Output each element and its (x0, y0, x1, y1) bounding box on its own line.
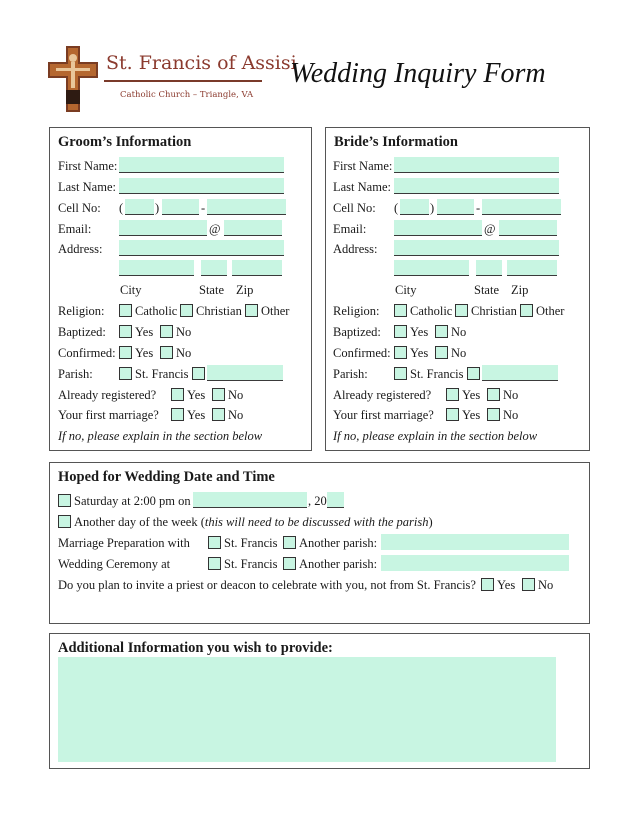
saturday-date-field[interactable] (193, 492, 307, 508)
prep-stfrancis-label: St. Francis (224, 536, 278, 550)
cell-label: Cell No: (333, 201, 376, 215)
first-name-label: First Name: (333, 159, 393, 173)
groom-phone-line-field[interactable] (207, 199, 286, 215)
groom-baptized-no-checkbox[interactable] (160, 325, 173, 338)
groom-panel (49, 127, 312, 451)
registered-yes-label: Yes (187, 388, 206, 402)
bride-first-name-field[interactable] (394, 157, 559, 173)
invite-no-checkbox[interactable] (522, 578, 535, 591)
state-caption: State (474, 283, 499, 297)
groom-other-checkbox[interactable] (245, 304, 258, 317)
groom-first-marriage-no-checkbox[interactable] (212, 408, 225, 421)
christian-label: Christian (471, 304, 517, 318)
first-marriage-label: Your first marriage? (333, 408, 434, 422)
parish-stfrancis-label: St. Francis (135, 367, 189, 381)
baptized-label: Baptized: (333, 325, 381, 339)
bride-parish-other-checkbox[interactable] (467, 367, 480, 380)
registered-no-label: No (503, 388, 519, 402)
confirmed-label: Confirmed: (333, 346, 391, 360)
first-marriage-yes-label: Yes (187, 408, 206, 422)
other-label: Other (261, 304, 290, 318)
phone-dash: - (201, 201, 206, 215)
invite-no-label: No (538, 578, 554, 592)
groom-state-field[interactable] (201, 260, 227, 276)
ceremony-stfrancis-label: St. Francis (224, 557, 278, 571)
bride-parish-stfrancis-checkbox[interactable] (394, 367, 407, 380)
email-label: Email: (333, 222, 367, 236)
first-marriage-no-label: No (228, 408, 244, 422)
prep-another-parish-field[interactable] (381, 534, 569, 550)
paren-close: ) (430, 201, 435, 215)
additional-info-textarea[interactable] (58, 657, 556, 762)
parish-logo (48, 46, 297, 116)
bride-zip-field[interactable] (507, 260, 557, 276)
groom-panel-title: Groom’s Information (58, 134, 192, 150)
groom-area-code-field[interactable] (125, 199, 154, 215)
groom-confirmed-no-checkbox[interactable] (160, 346, 173, 359)
prep-stfrancis-checkbox[interactable] (208, 536, 221, 549)
last-name-label: Last Name: (58, 180, 116, 194)
bride-parish-other-field[interactable] (482, 365, 558, 381)
groom-catholic-checkbox[interactable] (119, 304, 132, 317)
registered-no-label: No (228, 388, 244, 402)
parish-stfrancis-label: St. Francis (410, 367, 464, 381)
first-name-label: First Name: (58, 159, 118, 173)
groom-registered-no-checkbox[interactable] (212, 388, 225, 401)
another-day-note: this will need to be discussed with the parish (204, 515, 429, 529)
religion-label: Religion: (333, 304, 380, 318)
groom-parish-other-field[interactable] (207, 365, 283, 381)
baptized-yes-label: Yes (410, 325, 429, 339)
christian-label: Christian (196, 304, 242, 318)
catholic-label: Catholic (410, 304, 453, 318)
already-registered-label: Already registered? (333, 388, 432, 402)
explain-note: If no, please explain in the section below (333, 429, 538, 443)
wedding-panel-title: Hoped for Wedding Date and Time (58, 469, 275, 485)
groom-baptized-yes-checkbox[interactable] (119, 325, 132, 338)
first-marriage-no-label: No (503, 408, 519, 422)
groom-first-name-field[interactable] (119, 157, 284, 173)
wedding-date-panel (49, 462, 590, 624)
ceremony-another-parish-label: Another parish: (299, 557, 378, 571)
baptized-yes-label: Yes (135, 325, 154, 339)
baptized-label: Baptized: (58, 325, 106, 339)
prep-another-parish-label: Another parish: (299, 536, 378, 550)
another-day-checkbox[interactable] (58, 515, 71, 528)
year-suffix-field[interactable] (327, 492, 344, 508)
marriage-prep-label: Marriage Preparation with (58, 536, 190, 550)
confirmed-no-label: No (451, 346, 467, 360)
groom-first-marriage-yes-checkbox[interactable] (171, 408, 184, 421)
another-day-label (74, 515, 433, 529)
parish-name: St. Francis of Assisi (106, 52, 297, 74)
prep-another-parish-checkbox[interactable] (283, 536, 296, 549)
parish-label: Parish: (333, 367, 368, 381)
bride-first-marriage-no-checkbox[interactable] (487, 408, 500, 421)
paren-open: ( (394, 201, 399, 215)
ceremony-stfrancis-checkbox[interactable] (208, 557, 221, 570)
bride-baptized-no-checkbox[interactable] (435, 325, 448, 338)
already-registered-label: Already registered? (58, 388, 157, 402)
groom-phone-prefix-field[interactable] (162, 199, 199, 215)
groom-christian-checkbox[interactable] (180, 304, 193, 317)
bride-registered-no-checkbox[interactable] (487, 388, 500, 401)
bride-panel (325, 127, 590, 451)
bride-baptized-yes-checkbox[interactable] (394, 325, 407, 338)
paren-open: ( (119, 201, 124, 215)
bride-phone-prefix-field[interactable] (437, 199, 474, 215)
bride-panel-title: Bride’s Information (334, 134, 458, 150)
bride-city-field[interactable] (394, 260, 469, 276)
logo-rule (104, 80, 262, 82)
bride-last-name-field[interactable] (394, 178, 559, 194)
confirmed-no-label: No (176, 346, 192, 360)
groom-registered-yes-checkbox[interactable] (171, 388, 184, 401)
bride-confirmed-yes-checkbox[interactable] (394, 346, 407, 359)
groom-zip-field[interactable] (232, 260, 282, 276)
baptized-no-label: No (451, 325, 467, 339)
bride-catholic-checkbox[interactable] (394, 304, 407, 317)
groom-email-user-field[interactable] (119, 220, 207, 236)
religion-label: Religion: (58, 304, 105, 318)
paren-close: ) (155, 201, 160, 215)
groom-confirmed-yes-checkbox[interactable] (119, 346, 132, 359)
first-marriage-label: Your first marriage? (58, 408, 159, 422)
state-caption: State (199, 283, 224, 297)
confirmed-label: Confirmed: (58, 346, 116, 360)
groom-street-field[interactable] (119, 240, 284, 256)
bride-email-user-field[interactable] (394, 220, 482, 236)
bride-street-field[interactable] (394, 240, 559, 256)
groom-parish-stfrancis-checkbox[interactable] (119, 367, 132, 380)
bride-state-field[interactable] (476, 260, 502, 276)
invite-yes-checkbox[interactable] (481, 578, 494, 591)
invite-question: Do you plan to invite a priest or deacon to celebrate with you, not from St. Francis? (58, 578, 476, 592)
zip-caption: Zip (236, 283, 254, 297)
additional-panel-title: Additional Information you wish to provide: (58, 640, 333, 656)
year-prefix: , 20 (308, 494, 327, 508)
groom-last-name-field[interactable] (119, 178, 284, 194)
groom-email-domain-field[interactable] (224, 220, 282, 236)
first-marriage-yes-label: Yes (462, 408, 481, 422)
cell-label: Cell No: (58, 201, 101, 215)
city-caption: City (120, 283, 142, 297)
bride-area-code-field[interactable] (400, 199, 429, 215)
catholic-label: Catholic (135, 304, 178, 318)
parish-subtitle: Catholic Church – Triangle, VA (120, 90, 254, 100)
email-label: Email: (58, 222, 92, 236)
bride-email-domain-field[interactable] (499, 220, 557, 236)
bride-first-marriage-yes-checkbox[interactable] (446, 408, 459, 421)
bride-registered-yes-checkbox[interactable] (446, 388, 459, 401)
zip-caption: Zip (511, 283, 529, 297)
ceremony-another-parish-checkbox[interactable] (283, 557, 296, 570)
email-at: @ (484, 222, 496, 236)
form-title: Wedding Inquiry Form (290, 58, 546, 89)
saturday-checkbox[interactable] (58, 494, 71, 507)
confirmed-yes-label: Yes (135, 346, 154, 360)
saturday-label: Saturday at 2:00 pm on (74, 494, 191, 508)
another-day-text: Another day of the week ( (74, 515, 205, 529)
groom-parish-other-checkbox[interactable] (192, 367, 205, 380)
ceremony-another-parish-field[interactable] (381, 555, 569, 571)
baptized-no-label: No (176, 325, 192, 339)
invite-yes-label: Yes (497, 578, 516, 592)
confirmed-yes-label: Yes (410, 346, 429, 360)
address-label: Address: (58, 242, 103, 256)
phone-dash: - (476, 201, 481, 215)
city-caption: City (395, 283, 417, 297)
address-label: Address: (333, 242, 378, 256)
email-at: @ (209, 222, 221, 236)
bride-christian-checkbox[interactable] (455, 304, 468, 317)
bride-confirmed-no-checkbox[interactable] (435, 346, 448, 359)
additional-info-panel (49, 633, 590, 769)
registered-yes-label: Yes (462, 388, 481, 402)
parish-label: Parish: (58, 367, 93, 381)
bride-other-checkbox[interactable] (520, 304, 533, 317)
groom-city-field[interactable] (119, 260, 194, 276)
other-label: Other (536, 304, 565, 318)
explain-note: If no, please explain in the section below (58, 429, 263, 443)
ceremony-label: Wedding Ceremony at (58, 557, 171, 571)
san-damiano-cross-icon (48, 46, 98, 112)
last-name-label: Last Name: (333, 180, 391, 194)
bride-phone-line-field[interactable] (482, 199, 561, 215)
another-day-close: ) (428, 515, 433, 529)
